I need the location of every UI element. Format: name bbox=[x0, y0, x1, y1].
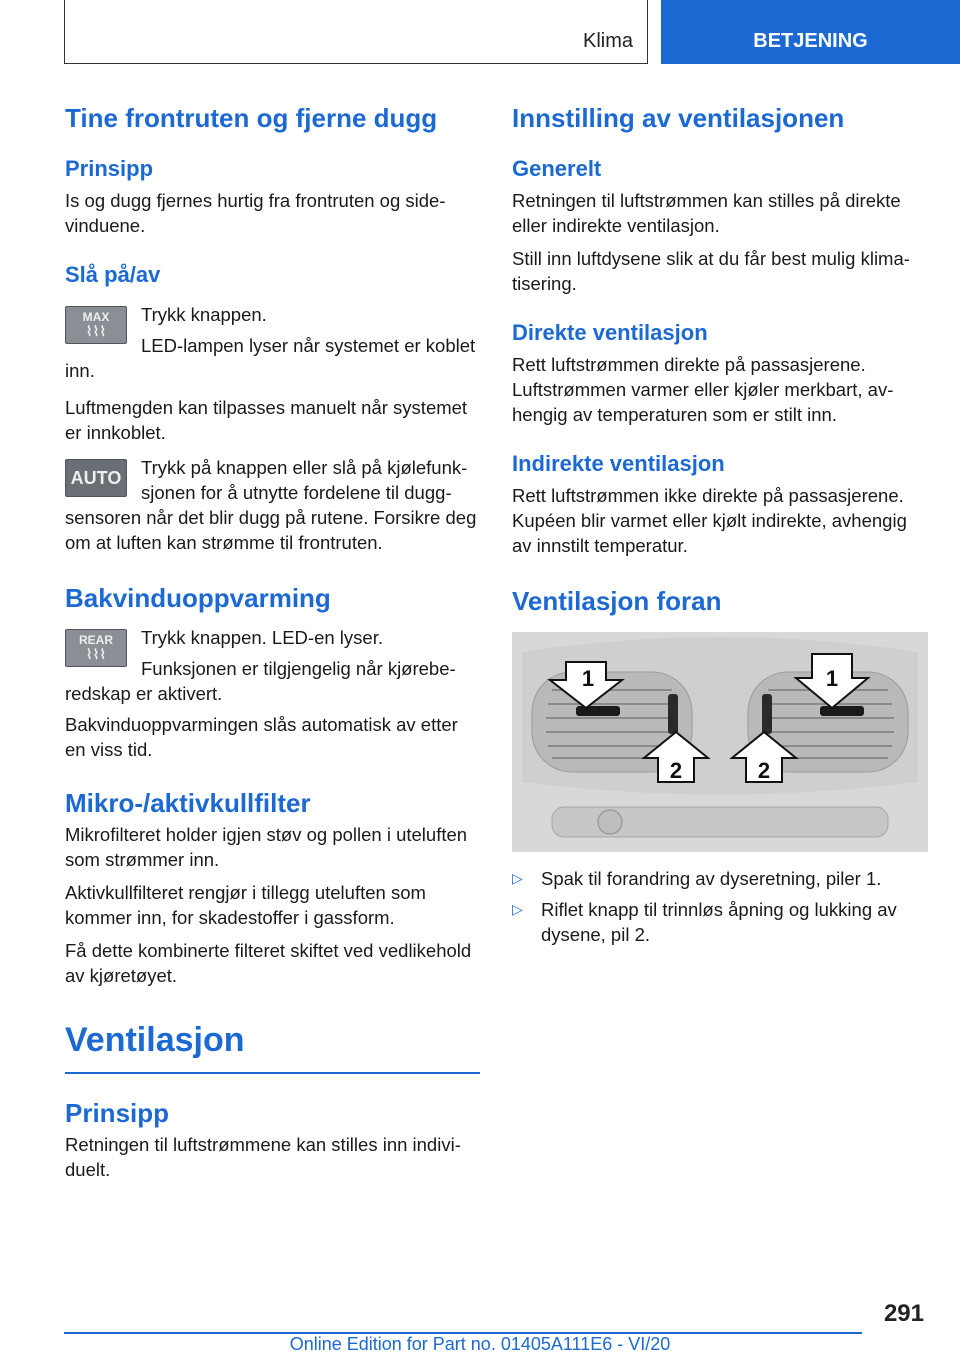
max-defrost-button-icon bbox=[65, 306, 127, 344]
paragraph-prinsipp: Is og dugg fjernes hurtig fra frontruten og sidevinduene. bbox=[65, 190, 446, 236]
vent-knurl-right bbox=[762, 694, 772, 734]
paragraph-mikrofilter: Mikrofilteret holder igjen støv og pollen i uteluften som strømmer inn. bbox=[65, 824, 468, 870]
paragraph-led-lampen: LED-lampen lyser når systemet er koblet inn. bbox=[65, 335, 476, 381]
paragraph-direkte: Rett luftstrømmen direkte på passasjerene. Luftstrømmen varmer eller kjøler merkbart, avhengig av temperaturen som er stilt inn. bbox=[512, 354, 894, 425]
left-column bbox=[65, 100, 480, 1182]
heading-tine-frontruten: Tine frontruten og fjerne dugg bbox=[65, 103, 438, 133]
section-title: Klima bbox=[582, 30, 633, 52]
front-vents-photo bbox=[512, 632, 928, 852]
paragraph-trykk-led: Trykk knappen. LED-en lyser. bbox=[141, 627, 383, 648]
paragraph-generelt-1: Retningen til luftstrømmen kan stilles på direkte eller indirekte ventilasjon. bbox=[512, 190, 901, 236]
paragraph-aktivkullfilter: Aktivkullfilteret rengjør i tillegg uteluften som kommer inn, for skadestoffer i gassform. bbox=[65, 882, 426, 928]
triangle-bullet-icon: ▷ bbox=[512, 901, 523, 917]
defrost-wave-icon: ⌇⌇⌇ bbox=[85, 323, 107, 339]
vent-lever-left bbox=[576, 706, 620, 716]
footer-edition: Online Edition for Part no. 01405A111E6 - VI/20 bbox=[289, 1334, 671, 1354]
paragraph-funksjonen: Funksjonen er tilgjengelig når kjøreberedskap er aktivert. bbox=[65, 658, 456, 704]
right-column bbox=[512, 100, 928, 953]
auto-label: AUTO bbox=[70, 468, 122, 488]
heading-innstilling: Innstilling av ventilasjonen bbox=[512, 103, 845, 133]
bullet-text-1: Spak til forandring av dyseretning, piler 1. bbox=[541, 868, 882, 889]
triangle-bullet-icon: ▷ bbox=[512, 870, 523, 886]
heading-mikro-aktivkullfilter: Mikro-/aktivkullfilter bbox=[65, 788, 311, 818]
paragraph-prinsipp-ventilasjon: Retningen til luftstrømmene kan stilles inn individuelt. bbox=[65, 1134, 461, 1180]
list-item bbox=[512, 866, 928, 891]
paragraph-trykk-knappen: Trykk knappen. bbox=[141, 304, 267, 325]
arrow-1-left-label: 1 bbox=[581, 666, 595, 691]
heading-bakvinduoppvarming: Bakvinduoppvarming bbox=[65, 583, 331, 613]
heading-direkte: Direkte ventilasjon bbox=[512, 320, 708, 345]
section-rule bbox=[65, 1072, 480, 1074]
page-number: 291 bbox=[883, 1300, 924, 1327]
bullet-text-2: Riflet knapp til trinnløs åpning og lukking av dysene, pil 2. bbox=[541, 899, 897, 945]
paragraph-luftmengden: Luftmengden kan tilpasses manuelt når systemet er innkoblet. bbox=[65, 397, 468, 443]
heading-prinsipp-ventilasjon: Prinsipp bbox=[65, 1098, 170, 1128]
max-label: MAX bbox=[82, 310, 110, 324]
rear-label: REAR bbox=[78, 633, 113, 647]
arrow-1-right-label: 1 bbox=[825, 666, 839, 691]
paragraph-indirekte: Rett luftstrømmen ikke direkte på passasjerene. Kupéen blir varmet eller kjølt indirekte, avhengig av innstilt temperatur. bbox=[512, 485, 907, 556]
vent-legend-list bbox=[512, 866, 928, 947]
vent-lever-right bbox=[820, 706, 864, 716]
auto-button-icon bbox=[65, 459, 127, 497]
rear-wave-icon: ⌇⌇⌇ bbox=[85, 646, 107, 662]
heading-ventilasjon-foran: Ventilasjon foran bbox=[512, 586, 722, 616]
heading-indirekte: Indirekte ventilasjon bbox=[512, 451, 725, 476]
header-frame bbox=[64, 0, 648, 64]
paragraph-vedlikehold: Få dette kombinerte filteret skiftet ved vedlikehold av kjøretøyet. bbox=[65, 940, 472, 986]
heading-prinsipp: Prinsipp bbox=[65, 156, 154, 181]
paragraph-trykk-auto: Trykk på knappen eller slå på kjølefunksjonen for å utnytte fordelene til duggsensoren når det blir dugg på rutene. Forsikre deg om at luften kan strømme til frontruten. bbox=[65, 457, 477, 553]
heading-generelt: Generelt bbox=[512, 156, 602, 181]
heading-slaa-paa-av: Slå på/av bbox=[65, 262, 161, 287]
heading-ventilasjon: Ventilasjon bbox=[65, 1021, 245, 1059]
list-item bbox=[512, 897, 928, 947]
chapter-tab[interactable]: BETJENING bbox=[661, 0, 960, 64]
vent-knurl-left bbox=[668, 694, 678, 734]
vents-illustration bbox=[512, 632, 928, 852]
paragraph-generelt-2: Still inn luftdysene slik at du får best mulig klimatisering. bbox=[512, 248, 910, 294]
paragraph-bakvindu-auto: Bakvinduoppvarmingen slås automatisk av etter en viss tid. bbox=[65, 714, 458, 760]
arrow-2-left-label: 2 bbox=[669, 758, 683, 783]
arrow-2-right-label: 2 bbox=[757, 758, 771, 783]
rear-defrost-button-icon bbox=[65, 629, 127, 667]
